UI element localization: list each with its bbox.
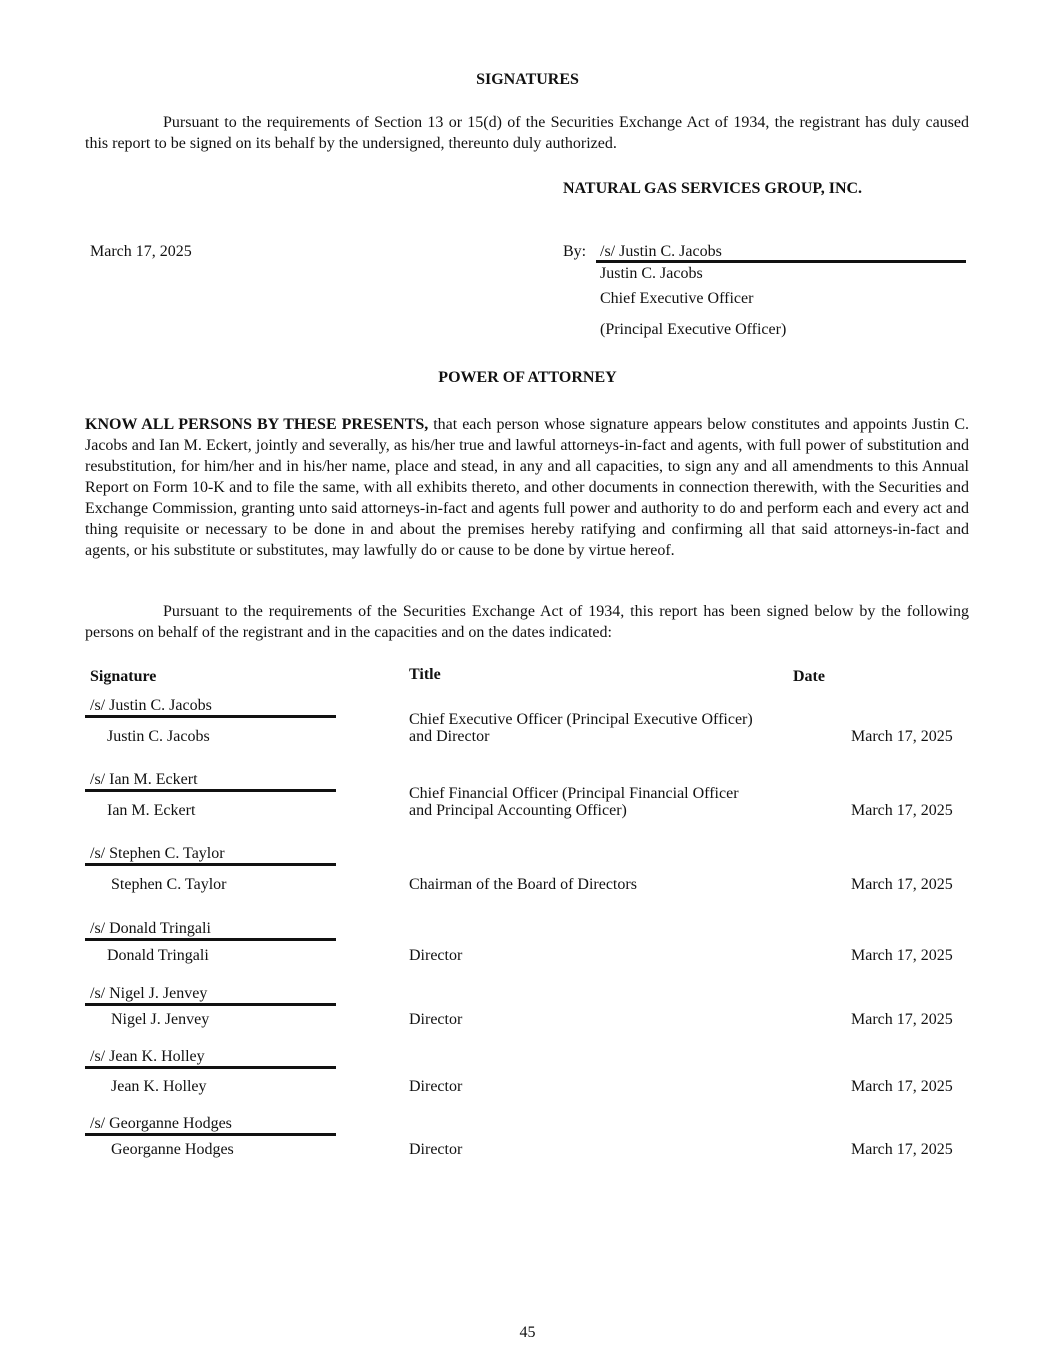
signature-underline bbox=[85, 938, 336, 941]
signer-name: Justin C. Jacobs bbox=[600, 265, 703, 282]
poa-heading: POWER OF ATTORNEY bbox=[438, 369, 617, 386]
signature-underline bbox=[85, 1133, 336, 1136]
row-signature: /s/ Ian M. Eckert bbox=[90, 771, 198, 788]
signatures-heading: SIGNATURES bbox=[476, 71, 579, 88]
signature-underline bbox=[85, 789, 336, 792]
signature-underline bbox=[85, 863, 336, 866]
signature-date: March 17, 2025 bbox=[90, 243, 192, 260]
signature-underline bbox=[85, 1003, 336, 1006]
signature-underline bbox=[85, 1066, 336, 1069]
row-name: Justin C. Jacobs bbox=[107, 728, 210, 745]
signer-capacity: (Principal Executive Officer) bbox=[600, 321, 787, 338]
row-title: Director bbox=[409, 1011, 463, 1028]
row-name: Jean K. Holley bbox=[111, 1078, 207, 1095]
row-title: Chairman of the Board of Directors bbox=[409, 876, 637, 893]
row-name: Georganne Hodges bbox=[111, 1141, 234, 1158]
poa-paragraph bbox=[85, 414, 969, 561]
poa-body: that each person whose signature appears below constitutes and appoints Justin C. Jacobs and Ian M. Eckert, jointly and severally, as his/her true and lawful attorneys-in-fact and agents, with full power of substitution and resubstitution, for him/her and in his/her name, place and stead, in any and all capacities, to sign any and all amendments to this Annual Report on Form 10-K and to file the same, with all exhibits thereto, and other documents in connection therewith, with the Securities and Exchange Commission, granting unto said attorneys-in-fact and agents full power and authority to do and perform each and every act and thing requisite or necessary to be done in and about the premises hereby ratifying and confirming all that said attorneys-in-fact and agents, or his substitute or substitutes, may lawfully do or cause to be done by virtue hereof. bbox=[85, 416, 970, 559]
row-signature: /s/ Donald Tringali bbox=[90, 920, 211, 937]
by-label: By: bbox=[563, 243, 587, 260]
row-title-line-1: Chief Executive Officer (Principal Executive Officer) bbox=[409, 711, 753, 728]
header-date: Date bbox=[793, 668, 825, 685]
company-name: NATURAL GAS SERVICES GROUP, INC. bbox=[563, 180, 863, 197]
row-date: March 17, 2025 bbox=[851, 1078, 953, 1095]
row-title-line-1: Chief Financial Officer (Principal Financial Officer bbox=[409, 785, 739, 802]
row-signature: /s/ Jean K. Holley bbox=[90, 1048, 205, 1065]
row-signature: /s/ Stephen C. Taylor bbox=[90, 845, 225, 862]
row-date: March 17, 2025 bbox=[851, 1141, 953, 1158]
row-signature: /s/ Georganne Hodges bbox=[90, 1115, 232, 1132]
page-number: 45 bbox=[519, 1324, 536, 1341]
pursuant-paragraph: Pursuant to the requirements of the Securities Exchange Act of 1934, this report has been signed below by the following persons on behalf of the registrant and in the capacities and on the dates indicated: bbox=[85, 603, 969, 641]
row-date: March 17, 2025 bbox=[851, 876, 953, 893]
row-date: March 17, 2025 bbox=[851, 802, 953, 819]
poa-lead: KNOW ALL PERSONS BY THESE PRESENTS, bbox=[85, 416, 429, 433]
row-title-line-2: and Director bbox=[409, 728, 490, 745]
row-name: Ian M. Eckert bbox=[107, 802, 196, 819]
signer-title: Chief Executive Officer bbox=[600, 290, 754, 307]
header-title: Title bbox=[409, 666, 441, 683]
row-name: Donald Tringali bbox=[107, 947, 209, 964]
row-name: Stephen C. Taylor bbox=[111, 876, 227, 893]
row-title: Director bbox=[409, 947, 463, 964]
signature-underline bbox=[85, 715, 336, 718]
signature-line bbox=[596, 260, 966, 263]
header-signature: Signature bbox=[90, 668, 157, 685]
row-title bbox=[409, 711, 753, 745]
row-signature: /s/ Justin C. Jacobs bbox=[90, 697, 212, 714]
signatures-intro: Pursuant to the requirements of Section 13 or 15(d) of the Securities Exchange Act of 1934, the registrant has duly caused this report to be signed on its behalf by the undersigned, thereunto duly authorized. bbox=[85, 114, 969, 152]
row-title-line-2: and Principal Accounting Officer) bbox=[409, 802, 627, 819]
row-signature: /s/ Nigel J. Jenvey bbox=[90, 985, 208, 1002]
ceo-signature: /s/ Justin C. Jacobs bbox=[600, 243, 722, 260]
row-date: March 17, 2025 bbox=[851, 947, 953, 964]
row-name: Nigel J. Jenvey bbox=[111, 1011, 210, 1028]
row-title: Director bbox=[409, 1141, 463, 1158]
row-title bbox=[409, 785, 739, 819]
row-date: March 17, 2025 bbox=[851, 1011, 953, 1028]
row-date: March 17, 2025 bbox=[851, 728, 953, 745]
row-title: Director bbox=[409, 1078, 463, 1095]
